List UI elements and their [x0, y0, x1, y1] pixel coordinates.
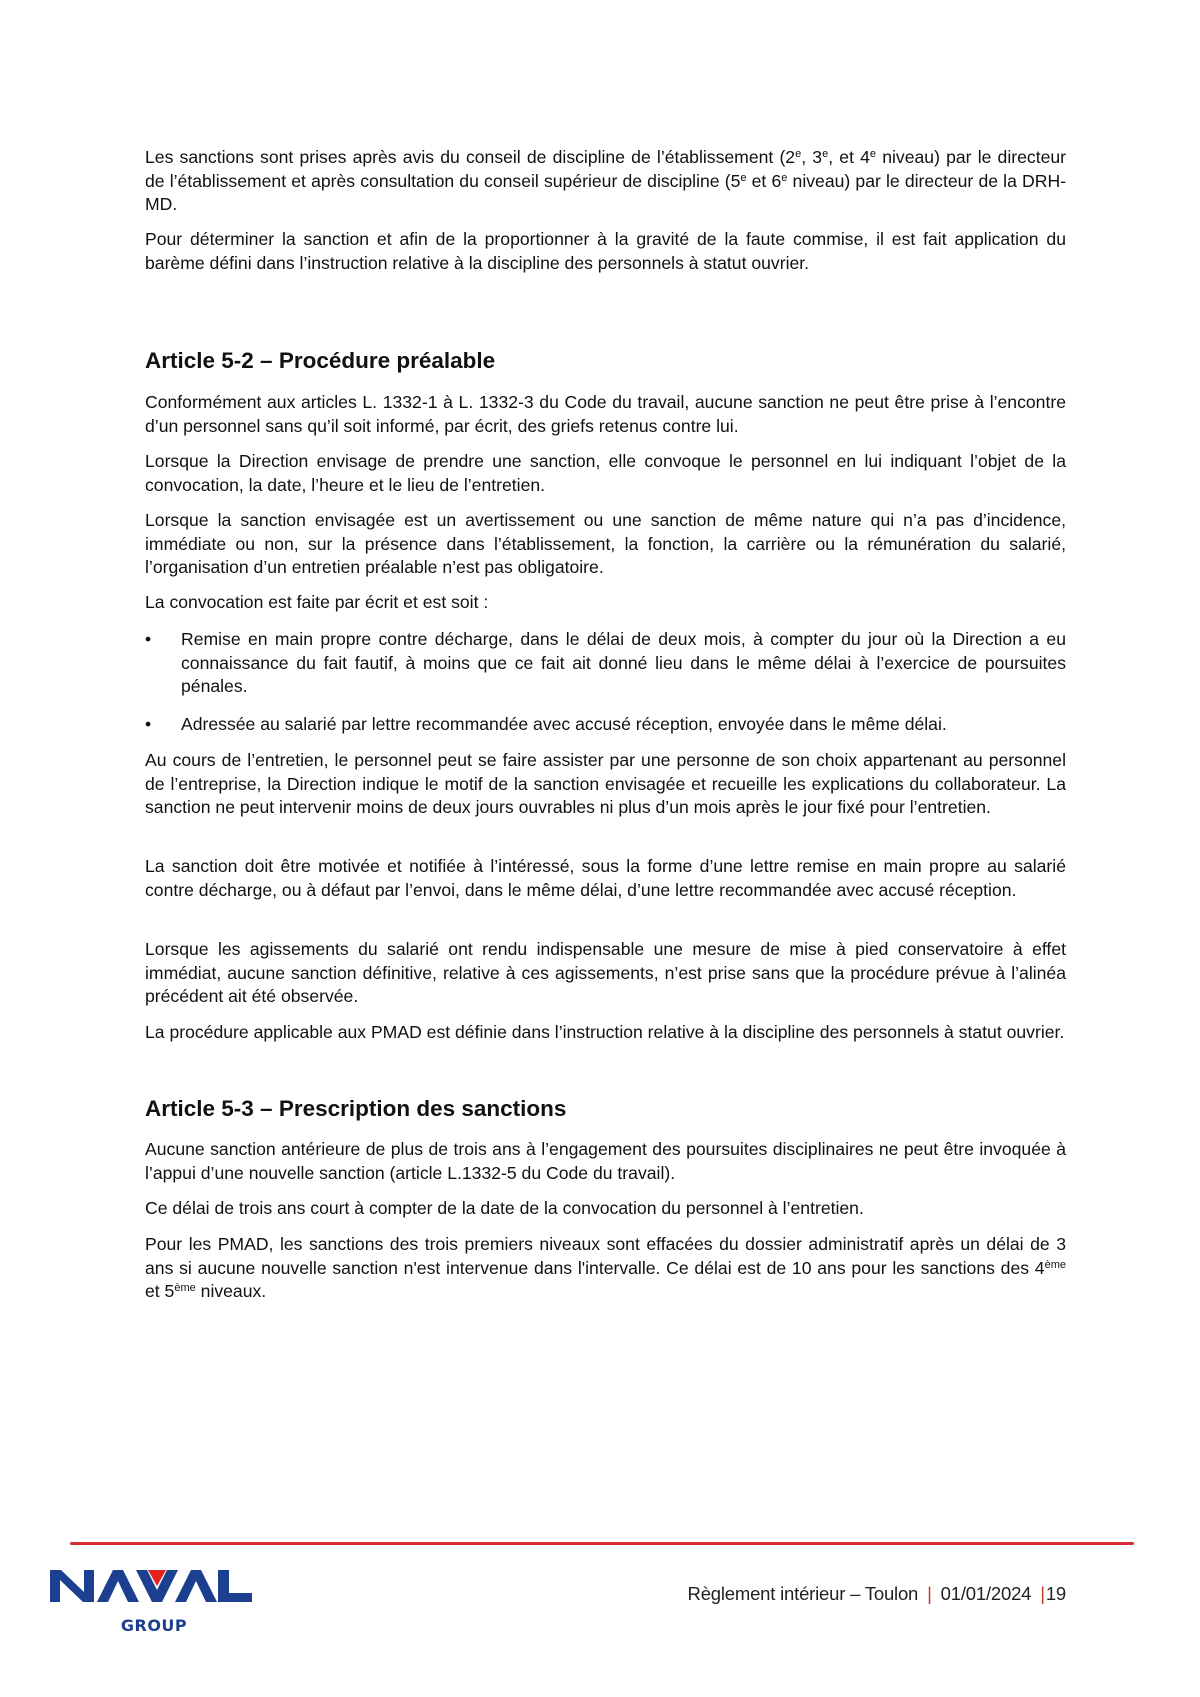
superscript: ème	[1044, 1258, 1066, 1271]
paragraph-5-2-6: La sanction doit être motivée et notifiée à l’intéressé, sous la forme d’une lettre remise en main propre au salarié contre décharge, ou à défaut par l’envoi, dans le même délai, d’une lettre recommandée avec accusé réception.	[145, 856, 1066, 900]
text-segment: , 3	[801, 147, 823, 167]
paragraph-sanction-scale: Pour déterminer la sanction et afin de la proportionner à la gravité de la faute commise, il est fait application du barème défini dans l’instruction relative à la discipline des personnels à statut ouvrier.	[145, 229, 1066, 273]
superscript: e	[869, 148, 877, 160]
page-number: 19	[1045, 1583, 1066, 1604]
bullet-icon: •	[145, 629, 152, 649]
heading-article-5-3: Article 5-3 – Prescription des sanctions	[145, 1096, 567, 1121]
paragraph-5-3-3	[145, 1233, 1066, 1304]
logo-subtitle: GROUP	[120, 1616, 188, 1635]
superscript: e	[781, 171, 788, 184]
superscript: e	[740, 171, 747, 184]
text-segment: et 6	[746, 170, 782, 191]
footer-document-title: Règlement intérieur – Toulon	[687, 1583, 919, 1604]
text-segment: niveau) par le directeur de la DRH-MD.	[145, 170, 1067, 215]
paragraph-5-2-1: Conformément aux articles L. 1332-1 à L. 1332-3 du Code du travail, aucune sanction ne peut être prise à l’encontre d’un personnel sans qu’il soit informé, par écrit, des griefs retenus contre lui.	[145, 392, 1066, 436]
footer-separator: |	[1040, 1583, 1045, 1604]
footer-date: 01/01/2024	[940, 1583, 1032, 1604]
text-segment: et 5	[145, 1281, 175, 1302]
text-segment: niveau) par le directeur de l’établissement et après consultation du conseil supérieur de discipline (5	[145, 147, 1067, 191]
heading-article-5-2: Article 5-2 – Procédure préalable	[145, 348, 496, 373]
superscript: ème	[174, 1282, 196, 1295]
paragraph-5-3-1: Aucune sanction antérieure de plus de trois ans à l’engagement des poursuites disciplinaires ne peut être invoquée à l’appui d’une nouvelle sanction (article L.1332-5 du Code du travail).	[145, 1139, 1066, 1183]
paragraph-sanctions-authority	[145, 146, 1066, 217]
text-segment: Pour les PMAD, les sanctions des trois premiers niveaux sont effacées du dossier administratif après un délai de 3 ans si aucune nouvelle sanction n'est intervenue dans l'intervalle. Ce délai est de 10 ans pour les sanctions des 4	[145, 1234, 1066, 1278]
paragraph-5-2-4: La convocation est faite par écrit et est soit :	[145, 592, 489, 612]
paragraph-5-2-5: Au cours de l’entretien, le personnel peut se faire assister par une personne de son choix appartenant au personnel de l’entreprise, la Direction indique le motif de la sanction envisagée et recueille les explications du collaborateur. La sanction ne peut intervenir moins de deux jours ouvrables ni plus d’un mois après le jour fixé pour l’entretien.	[145, 750, 1066, 818]
text-segment: , et 4	[828, 147, 870, 167]
paragraph-5-2-2: Lorsque la Direction envisage de prendre une sanction, elle convoque le personnel en lui indiquant l’objet de la convocation, la date, l’heure et le lieu de l’entretien.	[145, 451, 1066, 495]
text-segment: niveaux.	[195, 1281, 267, 1302]
footer-rule	[70, 1542, 1134, 1545]
superscript: e	[795, 148, 802, 160]
bullet-icon: •	[145, 714, 152, 734]
superscript: e	[822, 148, 829, 160]
naval-group-logo-icon	[50, 1568, 260, 1638]
text-segment: Les sanctions sont prises après avis du conseil de discipline de l’établissement (2	[145, 147, 796, 167]
paragraph-5-2-7: Lorsque les agissements du salarié ont rendu indispensable une mesure de mise à pied conservatoire à effet immédiat, aucune sanction définitive, relative à ces agissements, n’est prise sans que la procédure prévue à l’alinéa précédent ait été observée.	[145, 939, 1066, 1007]
footer-separator: |	[927, 1583, 932, 1604]
paragraph-5-3-2: Ce délai de trois ans court à compter de la date de la convocation du personnel à l’entretien.	[145, 1198, 864, 1218]
naval-group-logo	[50, 1568, 260, 1638]
footer-info	[688, 1582, 1066, 1606]
list-item-text: Remise en main propre contre décharge, dans le délai de deux mois, à compter du jour où la Direction a eu connaissance du fait fautif, à moins que ce fait ait donné lieu dans le même délai à l’exercice de poursuites pénales.	[181, 629, 1066, 697]
paragraph-5-2-8: La procédure applicable aux PMAD est définie dans l’instruction relative à la discipline des personnels à statut ouvrier.	[145, 1022, 1065, 1042]
list-item-text: Adressée au salarié par lettre recommandée avec accusé réception, envoyée dans le même délai.	[181, 714, 947, 734]
paragraph-5-2-3: Lorsque la sanction envisagée est un avertissement ou une sanction de même nature qui n’a pas d’incidence, immédiate ou non, sur la présence dans l’établissement, la fonction, la carrière ou la rémunération du salarié, l’organisation d’un entretien préalable n’est pas obligatoire.	[145, 510, 1066, 578]
